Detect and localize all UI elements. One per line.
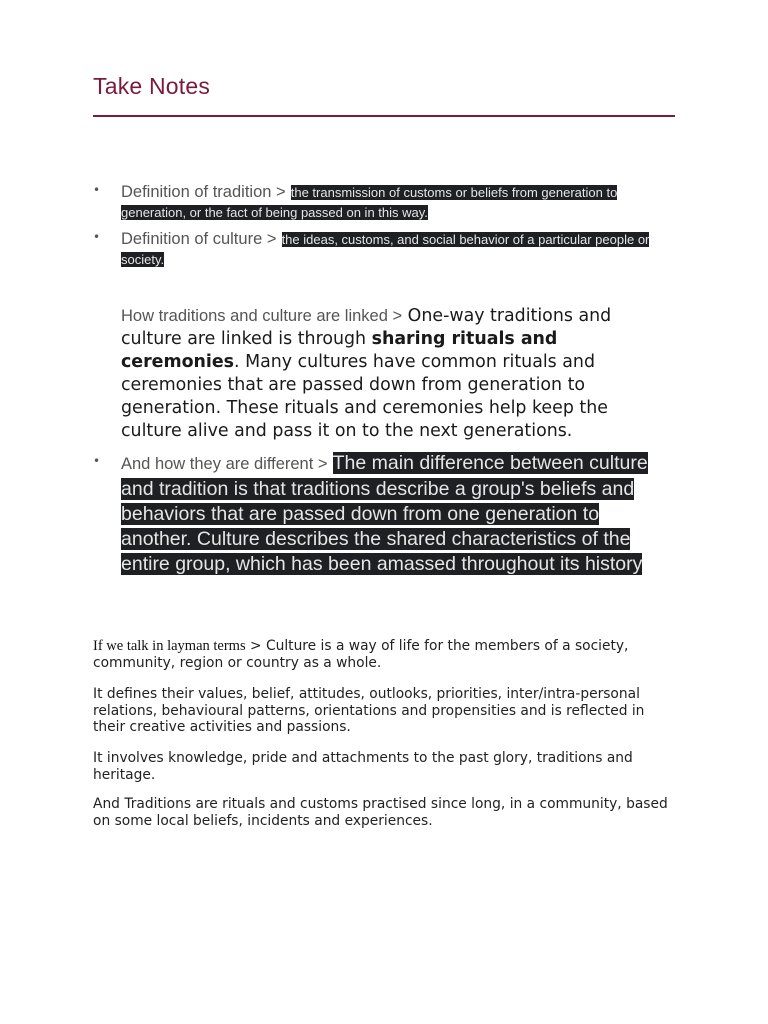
title-divider: [93, 115, 675, 117]
item-label: How traditions and culture are linked >: [121, 307, 403, 325]
linked-text-end: . Many cultures have common rituals and ceremonies that are passed down from generation to generation. These rituals and ceremonies help keep the culture alive and pass it on to the next generations.: [121, 352, 608, 441]
item-label: Definition of culture >: [121, 230, 277, 248]
linked-text-start: One-way traditions and culture are linked is through: [121, 306, 612, 349]
paragraph-lead: If we talk in layman terms: [93, 638, 246, 654]
paragraph-involves: It involves knowledge, pride and attachments to the past glory, traditions and heritage.: [93, 750, 633, 783]
list-item-how-different: [121, 451, 671, 577]
page-title: Take Notes: [93, 73, 211, 99]
list-item-how-linked: [121, 305, 671, 443]
bullet-icon: •: [93, 454, 101, 468]
bullet-icon: •: [93, 183, 101, 197]
bullet-icon: •: [93, 230, 101, 244]
item-label: Definition of tradition >: [121, 183, 286, 201]
highlighted-definition: the transmission of customs or beliefs from generation to generation, or the fact of being passed on in this way.: [121, 185, 618, 220]
paragraph-text: > Culture is a way of life for the members of a society, community, region or country as a whole.: [93, 638, 629, 671]
list-item-tradition-definition: [121, 182, 671, 222]
linked-text-bold: sharing rituals and ceremonies: [121, 329, 558, 372]
paragraph-layman: [93, 638, 675, 671]
highlighted-definition: the ideas, customs, and social behavior of a particular people or society.: [121, 232, 650, 267]
list-item-culture-definition: [121, 229, 671, 269]
item-label: And how they are different >: [121, 455, 328, 473]
paragraph-defines: It defines their values, belief, attitudes, outlooks, priorities, inter/intra-personal relations, behavioural patterns, orientations and propensities and is reflected in their creative activities and passions.: [93, 686, 645, 735]
highlighted-difference: The main difference between culture and tradition is that traditions describe a group's beliefs and behaviors that are passed down from one generation to another. Culture describes the shared characteristics of the entire group, which has been amassed throughout its history: [121, 452, 648, 575]
paragraph-traditions: And Traditions are rituals and customs practised since long, in a community, based on some local beliefs, incidents and experiences.: [93, 796, 668, 829]
